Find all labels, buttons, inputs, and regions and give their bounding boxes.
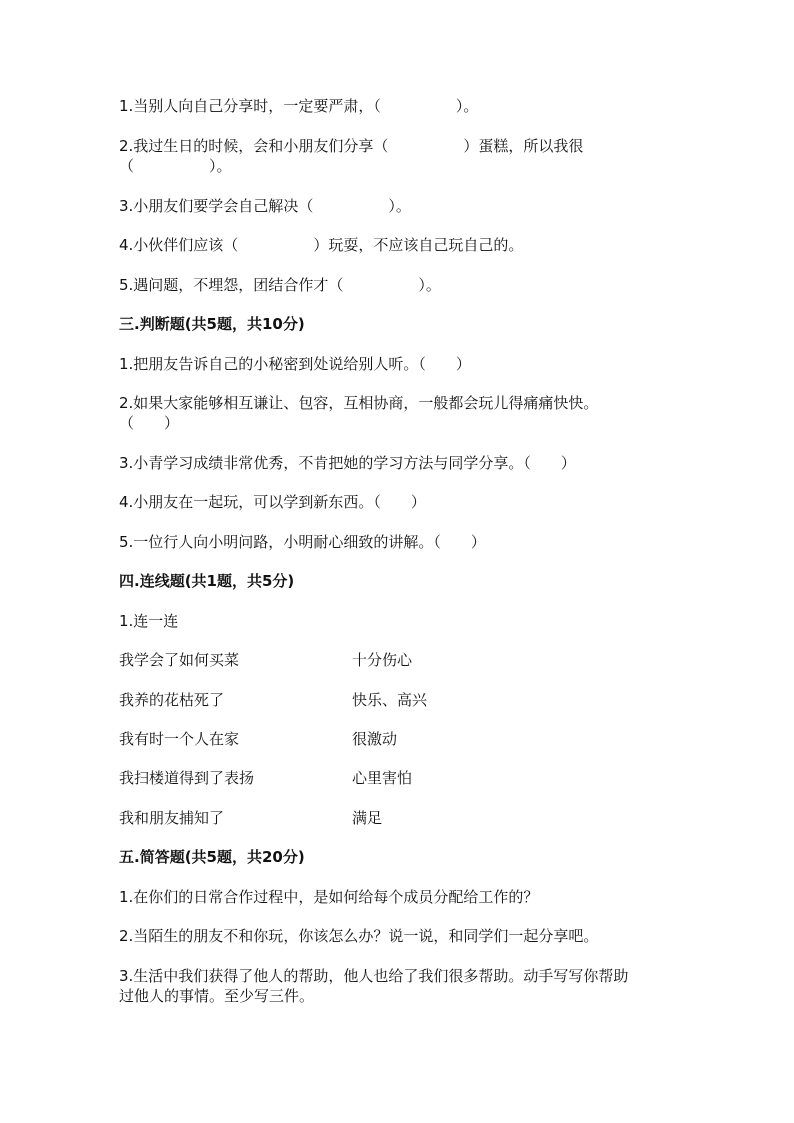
match-right-item: 满足 bbox=[352, 809, 383, 827]
fill-in-question-2-line-2: （ ）。 bbox=[119, 157, 232, 175]
fill-in-question-2-line-1: 2.我过生日的时候，会和小朋友们分享（ ）蛋糕，所以我很 bbox=[119, 137, 584, 155]
match-right-item: 快乐、高兴 bbox=[352, 691, 428, 709]
judge-question-2-line-1: 2.如果大家能够相互谦让、包容，互相协商，一般都会玩儿得痛痛快快。 bbox=[119, 394, 599, 412]
match-left-item: 我扫楼道得到了表扬 bbox=[119, 769, 255, 787]
match-question-1: 1.连一连 bbox=[119, 612, 179, 630]
section-heading-judge: 三.判断题(共5题，共10分) bbox=[119, 315, 305, 333]
section-heading-short-answer: 五.简答题(共5题，共20分) bbox=[119, 848, 305, 866]
judge-question-4: 4.小朋友在一起玩，可以学到新东西。（ ） bbox=[119, 493, 426, 511]
match-right-item: 心里害怕 bbox=[352, 769, 413, 787]
short-answer-question-2: 2.当陌生的朋友不和你玩，你该怎么办？说一说，和同学们一起分享吧。 bbox=[119, 927, 599, 945]
match-left-item: 我有时一个人在家 bbox=[119, 730, 240, 748]
match-left-item: 我养的花枯死了 bbox=[119, 691, 225, 709]
short-answer-question-3-line-2: 过他人的事情。至少写三件。 bbox=[119, 987, 315, 1005]
match-right-item: 十分伤心 bbox=[352, 651, 413, 669]
section-heading-match: 四.连线题(共1题，共5分) bbox=[119, 572, 295, 590]
judge-question-3: 3.小青学习成绩非常优秀，不肯把她的学习方法与同学分享。（ ） bbox=[119, 454, 576, 472]
fill-in-question-4: 4.小伙伴们应该（ ）玩耍，不应该自己玩自己的。 bbox=[119, 236, 524, 254]
fill-in-question-5: 5.遇问题，不埋怨，团结合作才（ ）。 bbox=[119, 276, 441, 294]
fill-in-question-1: 1.当别人向自己分享时，一定要严肃，（ ）。 bbox=[119, 97, 479, 115]
short-answer-question-1: 1.在你们的日常合作过程中，是如何给每个成员分配给工作的？ bbox=[119, 888, 539, 906]
judge-question-2-line-2: （ ） bbox=[119, 414, 180, 432]
judge-question-5: 5.一位行人向小明问路，小明耐心细致的讲解。（ ） bbox=[119, 533, 486, 551]
match-left-item: 我和朋友捕知了 bbox=[119, 809, 225, 827]
short-answer-question-3-line-1: 3.生活中我们获得了他人的帮助，他人也给了我们很多帮助。动手写写你帮助 bbox=[119, 967, 629, 985]
judge-question-1: 1.把朋友告诉自己的小秘密到处说给别人听。（ ） bbox=[119, 355, 471, 373]
match-left-item: 我学会了如何买菜 bbox=[119, 651, 240, 669]
match-right-item: 很激动 bbox=[352, 730, 398, 748]
fill-in-question-3: 3.小朋友们要学会自己解决（ ）。 bbox=[119, 197, 411, 215]
